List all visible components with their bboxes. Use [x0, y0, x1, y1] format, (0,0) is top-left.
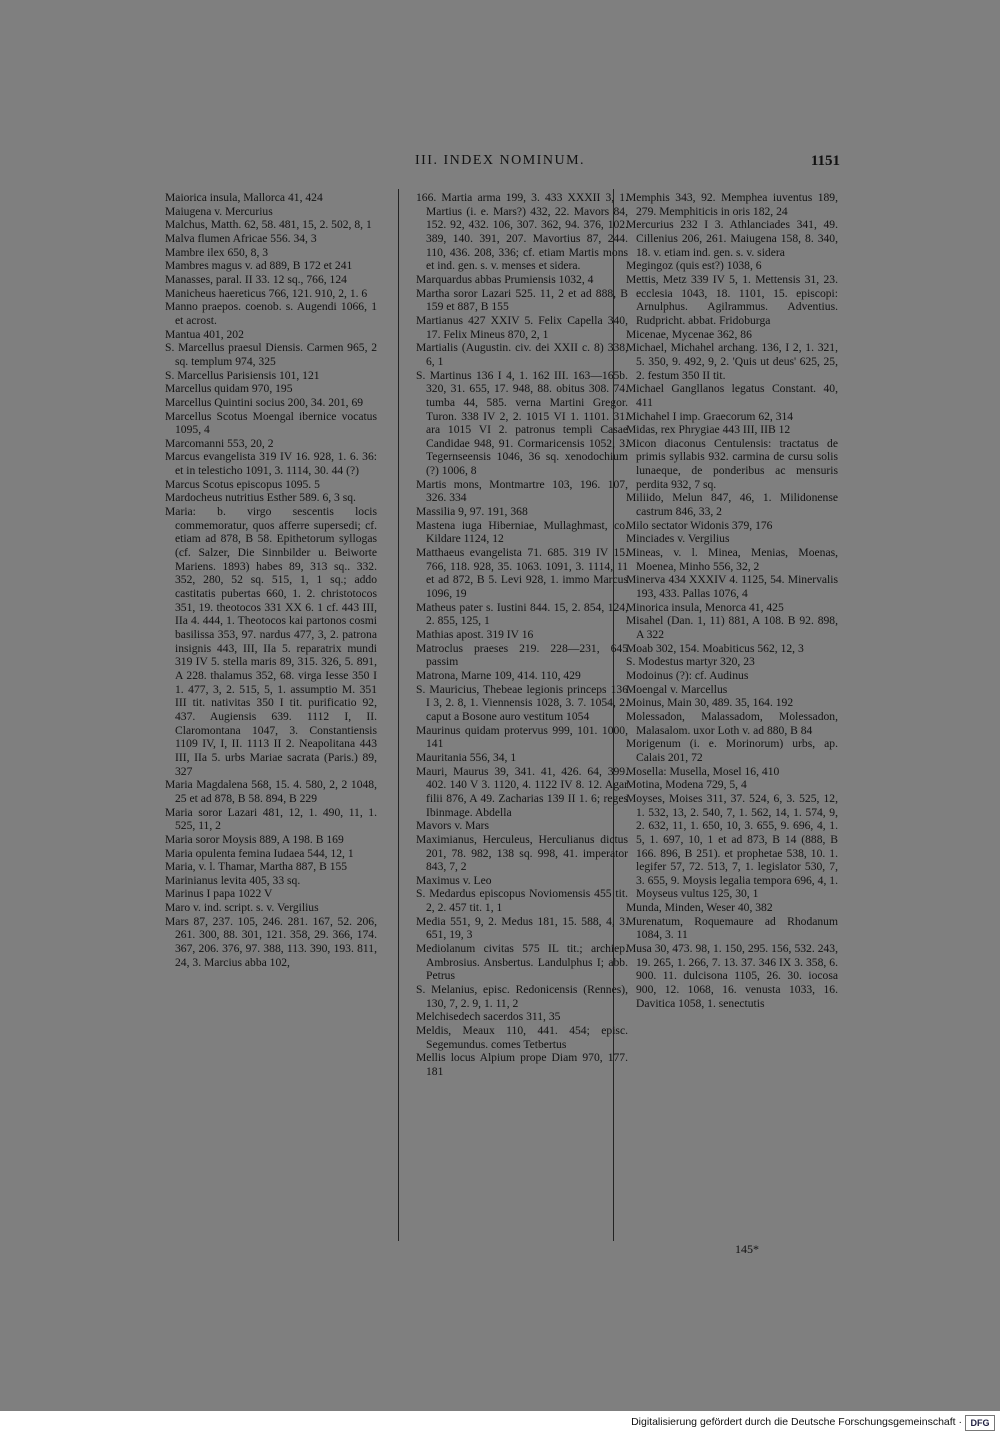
index-entry: Maiorica insula, Mallorca 41, 424 [165, 191, 323, 204]
index-entry: Maria: b. virgo sescentis locis commemoratur, quos afferre supersedi; cf. etiam ad 878, B 58. Epithetorum syllogas (cf. Salzer, Die Sinnbilder u. Beiworte Mariens. 1893) habes 89, 313 sq.. 332. 352, 280, 52 sq. 515, 1, 1 sq.; addo castitatis pubertas 660, 1. 2. christotocos 351, 19. theotocos 331 XX 6. 1 cf. 443 III, IIa 4. 444, 1. Theotocos kai partonos cosmi basilissa 353, 97. nardus 477, 3, 2. patrona insignis 443, III, IIa 5. reparatrix mundi 319 IV 5. stella maris 89, 315. 326, 5. 891, A 228. thalamus 352, 68. virga Iesse 350 I 1. 477, 3, 2. 515, 5, 1. assumptio M. 351 III tit. nativitas 350 I tit. purificatio 92, 437. Augiensis 639. 1112 I, II. Claromontana 1047, 3. Constantiensis 1109 IV, I, II. 1113 II 2. Neapolitana 443 III, IIa 5. urbs Mariae sacrata (Paris.) 89, 327 [165, 505, 377, 778]
index-entry: Melchisedech sacerdos 311, 35 [416, 1010, 561, 1024]
index-entry: Mars 87, 237. 105, 246. 281. 167, 52. 206, 261. 300, 88. 301, 121. 358, 29. 366, 174. 367, 206. 376, 97. 388, 113. 390, 193. 811, 24, 3. Marcius abba 102, [165, 914, 377, 969]
funding-note: Digitalisierung gefördert durch die Deutsche Forschungsgemeinschaft · [631, 1416, 962, 1428]
index-entry: Mathias apost. 319 IV 16 [416, 628, 534, 641]
index-entry: Mambres magus v. ad 889, B 172 et 241 [165, 259, 353, 273]
index-entry: Manicheus haereticus 766, 121. 910, 2, 1. 6 [165, 286, 368, 300]
index-entry: Mosella: Musella, Mosel 16, 410 [626, 764, 780, 778]
index-column-3 [626, 191, 838, 1010]
index-entry: Marcus evangelista 319 IV 16. 928, 1. 6. 36: et in telesticho 1091, 3. 1114, 30. 44 (?) [165, 450, 377, 478]
index-entry: Micenae, Mycenae 362, 86 [626, 327, 752, 341]
index-entry: Marcellus Scotus Moengal ibernice vocatus 1095, 4 [165, 409, 377, 437]
page-header [160, 153, 840, 177]
index-entry: Moab 302, 154. Moabiticus 562, 12, 3 [626, 641, 804, 655]
index-entry: S. Mauricius, Thebeae legionis princeps 136 I 3, 2. 8, 1. Viennensis 1028, 3. 7. 1054, 2. caput a Bosone auro vestitum 1054 [416, 682, 628, 723]
index-entry: Mellis locus Alpium prope Diam 970, 177. 181 [416, 1051, 628, 1078]
index-entry: Manasses, paral. II 33. 12 sq., 766, 124 [165, 272, 347, 286]
index-entry: Maria, v. l. Thamar, Martha 887, B 155 [165, 860, 348, 874]
index-entry: Meldis, Meaux 110, 441. 454; episc. Segemundus. comes Tetbertus [416, 1024, 628, 1051]
index-entry: Modoinus (?): cf. Audinus [626, 668, 749, 682]
index-entry: Mercurius 232 I 3. Athlanciades 341, 49. Cillenius 206, 261. Maiugena 158, 8. 340, 18. v. etiam ind. gen. s. v. sidera [626, 218, 838, 259]
index-column-2 [416, 191, 628, 1079]
index-entry: Marcus Scotus episcopus 1095. 5 [165, 477, 320, 491]
index-entry: S. Medardus episcopus Noviomensis 455 tit. 2, 2. 457 tit. 1, 1 [416, 887, 628, 915]
index-entry: Mantua 401, 202 [165, 327, 244, 341]
index-entry: Moengal v. Marcellus [626, 682, 728, 696]
index-entry: Mediolanum civitas 575 IL tit.; archiep. Ambrosius. Ansbertus. Landulphus I; abb. Petrus [416, 942, 628, 983]
index-entry: Motina, Modena 729, 5, 4 [626, 778, 747, 792]
index-entry: Massilia 9, 97. 191, 368 [416, 505, 528, 519]
index-entry: Moinus, Main 30, 489. 35, 164. 192 [626, 696, 794, 710]
index-entry: Matheus pater s. Iustini 844. 15, 2. 854, 124, 2. 855, 125, 1 [416, 600, 628, 628]
index-entry: Minerva 434 XXXIV 4. 1125, 54. Minervalis 193, 433. Pallas 1076, 4 [626, 573, 838, 601]
index-entry: Morigenum (i. e. Morinorum) urbs, ap. Calais 201, 72 [626, 737, 838, 764]
index-entry: Maximus v. Leo [416, 873, 492, 887]
index-entry: Maximianus, Herculeus, Herculianus dictus 201, 78. 982, 138 sq. 998, 41. imperator 843, 7, 2 [416, 832, 628, 874]
index-entry: Mardocheus nutritius Esther 589. 6, 3 sq. [165, 491, 356, 505]
index-entry: Mauritania 556, 34, 1 [416, 750, 517, 764]
index-entry: S. Marcellus praesul Diensis. Carmen 965, 2 sq. templum 974, 325 [165, 341, 377, 368]
index-entry: Maria Magdalena 568, 15. 4. 580, 2, 2 1048, 25 et ad 878, B 58. 894, B 229 [165, 778, 377, 805]
index-entry: Milo sectator Widonis 379, 176 [626, 518, 773, 532]
index-entry: Midas, rex Phrygiae 443 III, IIB 12 [626, 423, 791, 437]
index-entry: Mastena iuga Hiberniae, Mullaghmast, co. Kildare 1124, 12 [416, 518, 628, 546]
index-entry: S. Modestus martyr 320, 23 [626, 655, 755, 669]
index-entry: S. Melanius, episc. Redonicensis (Rennes), 130, 7, 2. 9, 1. 11, 2 [416, 983, 628, 1010]
index-entry: Murenatum, Roquemaure ad Rhodanum 1084, 3. 11 [626, 914, 838, 942]
page-number: 1151 [810, 153, 840, 169]
index-entry: Minciades v. Vergilius [626, 532, 730, 546]
signature-mark: 145* [735, 1242, 759, 1256]
index-entry: Michahel I imp. Graecorum 62, 314 [626, 409, 794, 423]
index-entry: Mauri, Maurus 39, 341. 41, 426. 64, 399. 402. 140 V 3. 1120, 4. 1122 IV 8. 12. Agar filii 876, A 49. Zacharias 139 II 1. 6; reges Ibinmage. Abdella [416, 764, 628, 819]
index-entry: Miliido, Melun 847, 46, 1. Milidonense castrum 846, 33, 2 [626, 491, 838, 519]
index-entry: Matrona, Marne 109, 414. 110, 429 [416, 668, 581, 682]
index-entry: Michael Gangllanos legatus Constant. 40, 411 [626, 382, 838, 409]
index-entry: Michael, Michahel archang. 136, I 2, 1. 321, 5. 350, 9. 492, 9, 2. 'Quis ut deus' 625, 25, 2. festum 350 II tit. [626, 341, 838, 382]
index-entry: Mineas, v. l. Minea, Menias, Moenas, Moenea, Minho 556, 32, 2 [626, 546, 838, 573]
index-entry: Marcellus quidam 970, 195 [165, 382, 293, 396]
index-entry: Martianus 427 XXIV 5. Felix Capella 340, 17. Felix Mineus 870, 2, 1 [416, 313, 628, 341]
index-entry: Mettis, Metz 339 IV 5, 1. Mettensis 31, 23. ecclesia 1043, 18. 1101, 15. episcopi: Arnulphus. Agilrammus. Adventius. Rudpricht. abbat. Fridoburga [626, 272, 838, 327]
index-entry: Matroclus praeses 219. 228—231, 645 passim [416, 641, 628, 669]
index-entry: Memphis 343, 92. Memphea iuventus 189, 279. Memphiticis in oris 182, 24 [626, 191, 838, 218]
index-entry: Martialis (Augustin. civ. dei XXII c. 8) 338, 6, 1 [416, 341, 628, 368]
dfg-logo: DFG [965, 1415, 995, 1431]
index-entry: Maiugena v. Mercurius [165, 204, 273, 218]
index-entry: Maria soror Lazari 481, 12, 1. 490, 11, 1. 525, 11, 2 [165, 805, 377, 833]
column-divider [398, 189, 399, 1241]
index-entry: Media 551, 9, 2. Medus 181, 15. 588, 4, 3. 651, 19, 3 [416, 914, 628, 942]
index-entry: Marcomanni 553, 20, 2 [165, 436, 274, 450]
index-entry: Misahel (Dan. 1, 11) 881, A 108. B 92. 898, A 322 [626, 614, 838, 641]
index-entry: Malchus, Matth. 62, 58. 481, 15, 2. 502, 8, 1 [165, 218, 372, 232]
index-entry: Megingoz (quis est?) 1038, 6 [626, 259, 762, 273]
index-entry: Molessadon, Malassadom, Molessadon, Malasalom. uxor Loth v. ad 880, B 84 [626, 709, 838, 737]
index-entry: Micon diaconus Centulensis: tractatus de primis syllabis 932. carmina de cursu solis lunaeque, de ponderibus ac mensuris perdita 932, 7 sq. [626, 436, 838, 491]
index-entry: Minorica insula, Menorca 41, 425 [626, 600, 784, 614]
index-entry: 166. Martia arma 199, 3. 433 XXXII 3, 1. Martius (i. e. Mars?) 432, 22. Mavors 84, 152. 92, 432. 106, 307. 362, 94. 376, 102. 389, 140. 391, 207. Mavortius 87, 244. 110, 436. 208, 336; cf. etiam Martis mons et ind. gen. s. v. menses et sidera. [416, 191, 628, 273]
index-entry: Mavors v. Mars [416, 819, 489, 833]
index-entry: Marquardus abbas Prumiensis 1032, 4 [416, 272, 594, 286]
index-entry: Munda, Minden, Weser 40, 382 [626, 901, 773, 915]
index-entry: Maria opulenta femina Iudaea 544, 12, 1 [165, 846, 354, 860]
digitization-footer [0, 1411, 1000, 1434]
index-entry: Maro v. ind. script. s. v. Vergilius [165, 901, 319, 915]
running-title: III. INDEX NOMINUM. [414, 153, 586, 168]
index-entry: Martha soror Lazari 525. 11, 2 et ad 888, B 159 et 887, B 155 [416, 286, 628, 314]
index-column-1 [165, 191, 377, 969]
index-entry: Mambre ilex 650, 8, 3 [165, 245, 269, 259]
index-entry: Manno praepos. coenob. s. Augendi 1066, 1 et acrost. [165, 300, 377, 327]
index-entry: Moyses, Moises 311, 37. 524, 6, 3. 525, 12, 1. 532, 13, 2. 540, 7, 1. 562, 14, 1. 574, 9, 2. 632, 11, 1. 650, 10, 3. 655, 9. 696, 4, 1. 5, 1. 697, 10, 1 et ad 873, B 14 (888, B 166. 896, B 251). et prophetae 538, 10. 1. legifer 57, 72. 513, 7, 1. legislator 530, 7, 3. 655, 9. Moysis legalia tempora 696, 4, 1. Moyseus vultus 125, 30, 1 [626, 791, 838, 901]
index-entry: Marinus I papa 1022 V [165, 887, 273, 901]
index-entry: Malva flumen Africae 556. 34, 3 [165, 231, 317, 245]
index-entry: Marinianus levita 405, 33 sq. [165, 873, 301, 887]
index-entry: S. Marcellus Parisiensis 101, 121 [165, 368, 320, 382]
index-entry: Maurinus quidam protervus 999, 101. 1000, 141 [416, 723, 628, 751]
index-entry: Marcellus Quintini socius 200, 34. 201, 69 [165, 395, 364, 409]
index-entry: Musa 30, 473. 98, 1. 150, 295. 156, 532. 243, 19. 265, 1. 266, 7. 13. 37. 346 IX 3. 358, 6. 900. 11. dulcisona 1105, 26. 30. iocosa 900, 12. 1068, 16. venusta 1033, 16. Davitica 1058, 1. senectutis [626, 942, 838, 1010]
index-entry: Matthaeus evangelista 71. 685. 319 IV 15. 766, 118. 928, 35. 1063. 1091, 3. 1114, 11 et ad 872, B 5. Levi 928, 1. immo Marcus 1096, 19 [416, 546, 628, 601]
index-entry: S. Martinus 136 I 4, 1. 162 III. 163—165b. 320, 31. 655, 17. 948, 88. obitus 308. 74. tumba 44, 585. verna Martini Gregor. Turon. 338 IV 2, 2. 1015 VI 1. 1101. 31. ara 1015 VI 2. patronus templi Casae Candidae 948, 91. Cormaricensis 1052, 3. Tegernseensis 1046, 36 sq. xenodochium (?) 1006, 8 [416, 368, 628, 478]
index-entry: Martis mons, Montmartre 103, 196. 107, 326. 334 [416, 477, 628, 505]
index-entry: Maria soror Moysis 889, A 198. B 169 [165, 832, 344, 846]
